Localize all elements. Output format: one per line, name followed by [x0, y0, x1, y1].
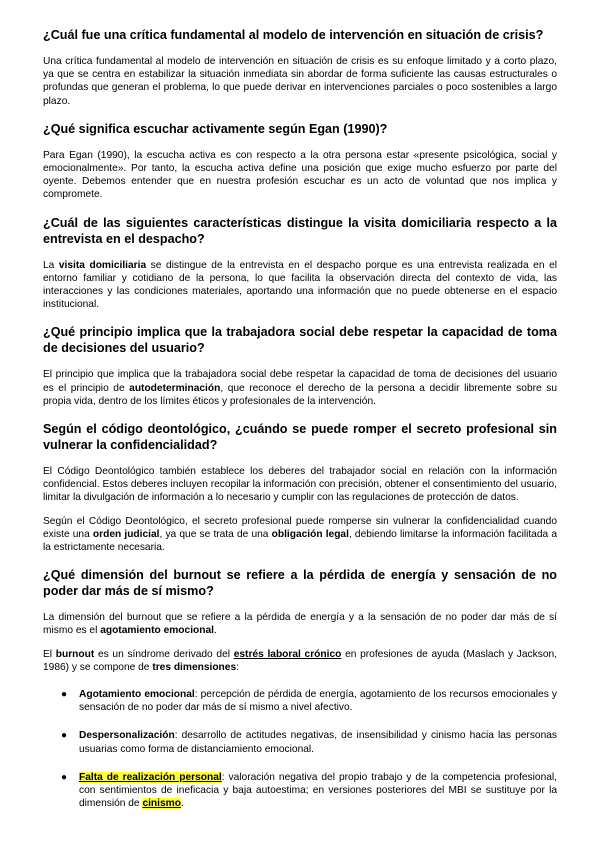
list-item-text: . — [180, 798, 184, 810]
answer-paragraph — [43, 515, 557, 555]
bullet-icon: ● — [61, 771, 68, 783]
answer-paragraph — [43, 368, 557, 408]
answer-text: , que reconoce el derecho de la persona a decidir libremente sobre su propia vida, dentro de los límites éticos y profesionales de la intervención. — [43, 382, 557, 407]
answer-text: , ya que se trata de una — [159, 528, 272, 540]
list-spacer — [43, 756, 557, 771]
answer-text: La — [43, 259, 59, 271]
list-item-text: : percepción de pérdida de energía, agotamiento de los recursos emocionales y sensación de no poder dar más de sí mismo a nivel afectivo. — [79, 689, 557, 714]
list-item — [43, 688, 557, 714]
list-item — [43, 771, 557, 811]
question-heading: ¿Qué dimensión del burnout se refiere a la pérdida de energía y sensación de no poder dar más de sí mismo? — [43, 568, 557, 599]
answer-text: La dimensión del burnout que se refiere a la pérdida de energía y a la sensación de no poder dar más de sí mismo es el — [43, 612, 557, 637]
list-spacer — [43, 714, 557, 729]
answer-text: . — [213, 625, 217, 637]
answer-paragraph — [43, 611, 557, 637]
list-item-term-highlighted: cinismo — [142, 798, 181, 810]
answer-paragraph — [43, 648, 557, 674]
list-item-term-highlighted: Falta de realización personal — [79, 771, 222, 783]
answer-text: : — [236, 661, 239, 673]
answer-bold-term: burnout — [55, 648, 95, 660]
answer-text: en profesiones de ayuda (Maslach y Jackson, 1986) y se compone de — [43, 648, 558, 673]
bullet-icon: ● — [61, 730, 68, 742]
list-item-term: Despersonalización — [79, 730, 175, 742]
answer-text: , debiendo limitarse la información facilitada a la estrictamente necesaria. — [43, 528, 558, 554]
question-heading: ¿Qué principio implica que la trabajadora social debe respetar la capacidad de toma de decisiones del usuario? — [43, 325, 557, 356]
list-item-term: Agotamiento emocional — [79, 689, 195, 701]
answer-bold-term: tres dimensiones — [152, 661, 237, 673]
answer-bold-term: obligación legal — [271, 528, 349, 540]
question-heading: Según el código deontológico, ¿cuándo se puede romper el secreto profesional sin vulnerar la confidencialidad? — [43, 422, 557, 453]
answer-paragraph: Una crítica fundamental al modelo de intervención en situación de crisis es su enfoque limitado y a corto plazo, ya que se centra en estabilizar la situación inmediata sin abordar de forma suficiente las causas estructurales o profundas que generan el problema, lo que puede derivar en intervenciones parciales o poco sostenibles a largo plazo. — [43, 56, 557, 107]
answer-paragraph: El Código Deontológico también establece los deberes del trabajador social en relación con la información confidencial. Estos deberes incluyen recopilar la información con precisión, obtener el consentimiento del usuario, limitar la divulgación de información a lo necesario y cumplir con las regulaciones de protección de datos. — [43, 466, 557, 504]
list-item — [43, 729, 557, 755]
list-item-text: : desarrollo de actitudes negativas, de insensibilidad y cinismo hacia las personas usuarias como forma de distanciamiento emocional. — [79, 730, 557, 755]
answer-paragraph: Para Egan (1990), la escucha activa es con respecto a la otra persona estar «presente psicológica, social y emocionalmente». Por tanto, la escucha activa define una posición que exige mucho esfuerzo por parte del oyente. Debemos entender que en nuestra profesión escuchar es un acto de voluntad que nos implica y compromete. — [43, 149, 557, 201]
answer-underlined-term: estrés laboral crónico — [233, 648, 342, 660]
answer-bold-term: visita domiciliaria — [58, 259, 147, 271]
answer-text: El principio que implica que la trabajadora social debe respetar la capacidad de toma de decisiones del usuario es el principio de — [43, 369, 557, 394]
answer-bold-term: orden judicial — [92, 528, 160, 540]
burnout-dimensions-list — [43, 688, 557, 810]
answer-text: Según el Código Deontológico, el secreto profesional puede romperse sin vulnerar la confidencialidad cuando existe una — [43, 515, 557, 540]
answer-text: se distingue de la entrevista en el despacho porque es una entrevista realizada en el entorno familiar y cotidiano de la persona, lo que facilita la observación directa del contexto de vida, las interacciones y las condiciones materiales, aportando una información que no puede obtenerse en el espacio institucional. — [43, 259, 557, 311]
answer-bold-term: autodeterminación — [129, 382, 221, 394]
list-item-text: : valoración negativa del propio trabajo y de la competencia profesional, con sentimientos de ineficacia y baja autoestima; en versiones posteriores del MBI se sustituye por la dimensión de — [79, 771, 558, 810]
answer-paragraph — [43, 259, 557, 312]
question-heading: ¿Qué significa escuchar activamente según Egan (1990)? — [43, 121, 388, 136]
bullet-icon: ● — [61, 689, 68, 701]
question-heading: ¿Cuál fue una crítica fundamental al modelo de intervención en situación de crisis? — [43, 28, 544, 42]
answer-bold-term: agotamiento emocional — [100, 625, 214, 637]
answer-text: El — [43, 648, 56, 660]
answer-text: es un síndrome derivado del — [94, 648, 234, 660]
question-heading: ¿Cuál de las siguientes características distingue la visita domiciliaria respecto a la entrevista en el despacho? — [43, 215, 557, 246]
